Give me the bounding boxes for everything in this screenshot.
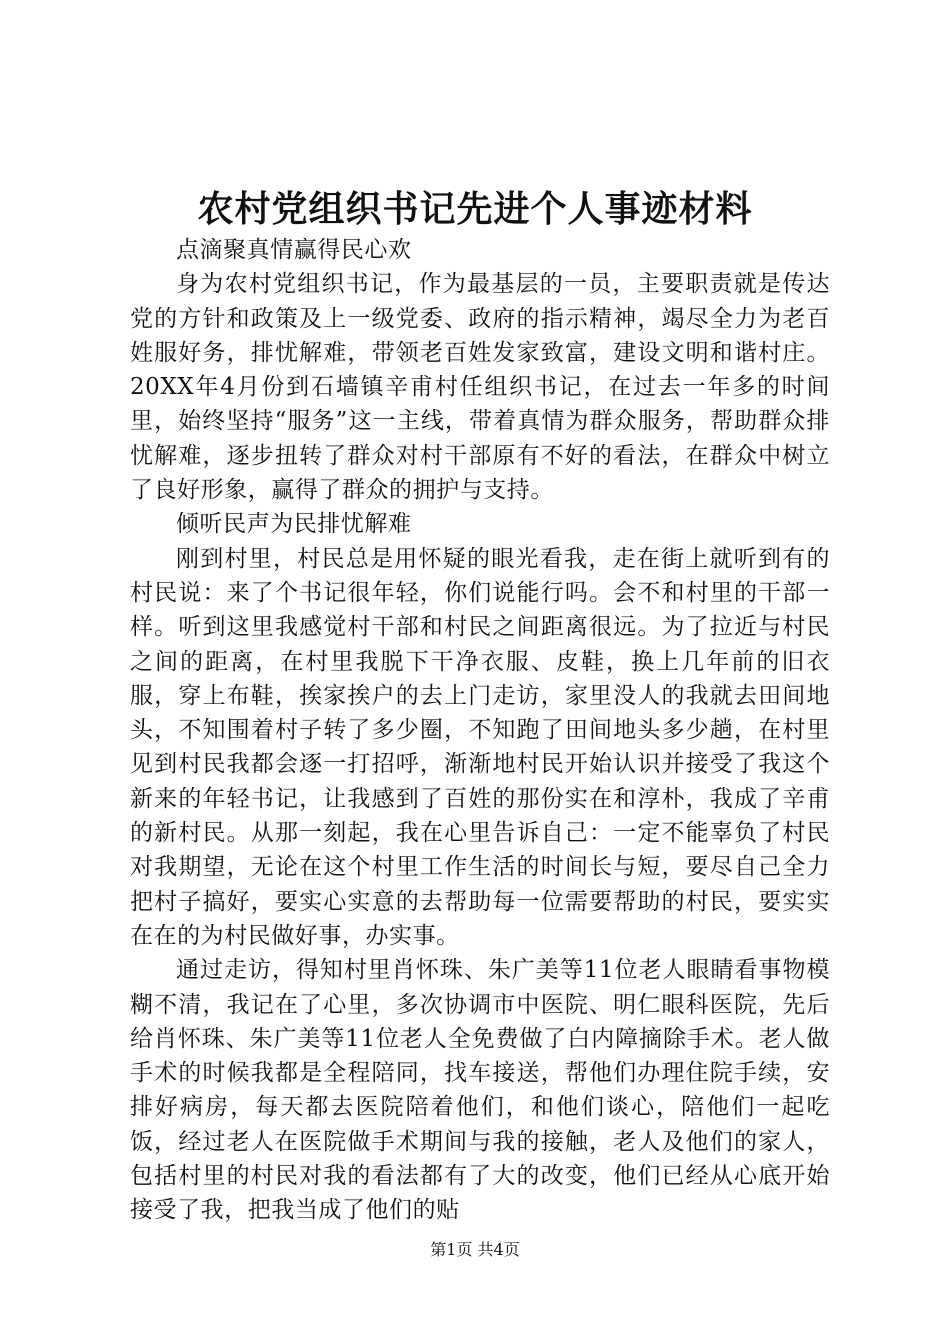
document-body xyxy=(130,233,830,1228)
body-paragraph: 刚到村里，村民总是用怀疑的眼光看我，走在街上就听到有的村民说：来了个书记很年轻，你们说能行吗。会不和村里的干部一样。听到这里我感觉村干部和村民之间距离很远。为了拉近与村民之间的距离，在村里我脱下干净衣服、皮鞋，换上几年前的旧衣服，穿上布鞋，挨家挨户的去上门走访，家里没人的我就去田间地头，不知围着村子转了多少圈，不知跑了田间地头多少趟，在村里见到村民我都会逐一打招呼，渐渐地村民开始认识并接受了我这个新来的年轻书记，让我感到了百姓的那份实在和淳朴，我成了辛甫的新村民。从那一刻起，我在心里告诉自己：一定不能辜负了村民对我期望，无论在这个村里工作生活的时间长与短，要尽自己全力把村子搞好，要实心实意的去帮助每一位需要帮助的村民，要实实在在的为村民做好事，办实事。 xyxy=(130,545,830,949)
body-paragraph: 身为农村党组织书记，作为最基层的一员，主要职责就是传达党的方针和政策及上一级党委、政府的指示精神，竭尽全力为老百姓服好务，排忧解难，带领老百姓发家致富，建设文明和谐村庄。20XX年4月份到石墙镇辛甫村任组织书记，在过去一年多的时间里，始终坚持“服务”这一主线，带着真情为群众服务，帮助群众排忧解难，逐步扭转了群众对村干部原有不好的看法，在群众中树立了良好形象，赢得了群众的拥护与支持。 xyxy=(130,271,830,504)
section-heading: 点滴聚真情赢得民心欢 xyxy=(176,237,412,263)
document-title: 农村党组织书记先进个人事迹材料 xyxy=(197,189,753,230)
section-heading: 倾听民声为民排忧解难 xyxy=(176,511,412,538)
page-footer: 第1页 共4页 xyxy=(430,1240,520,1259)
body-paragraph: 通过走访，得知村里肖怀珠、朱广美等11位老人眼睛看事物模糊不清，我记在了心里，多次协调市中医院、明仁眼科医院，先后给肖怀珠、朱广美等11位老人全免费做了白内障摘除手术。老人做手术的时候我都是全程陪同，找车接送，帮他们办理住院手续，安排好病房，每天都去医院陪着他们，和他们谈心，陪他们一起吃饭，经过老人在医院做手术期间与我的接触，老人及他们的家人，包括村里的村民对我的看法都有了大的改变，他们已经从心底开始接受了我，把我当成了他们的贴 xyxy=(130,957,830,1224)
